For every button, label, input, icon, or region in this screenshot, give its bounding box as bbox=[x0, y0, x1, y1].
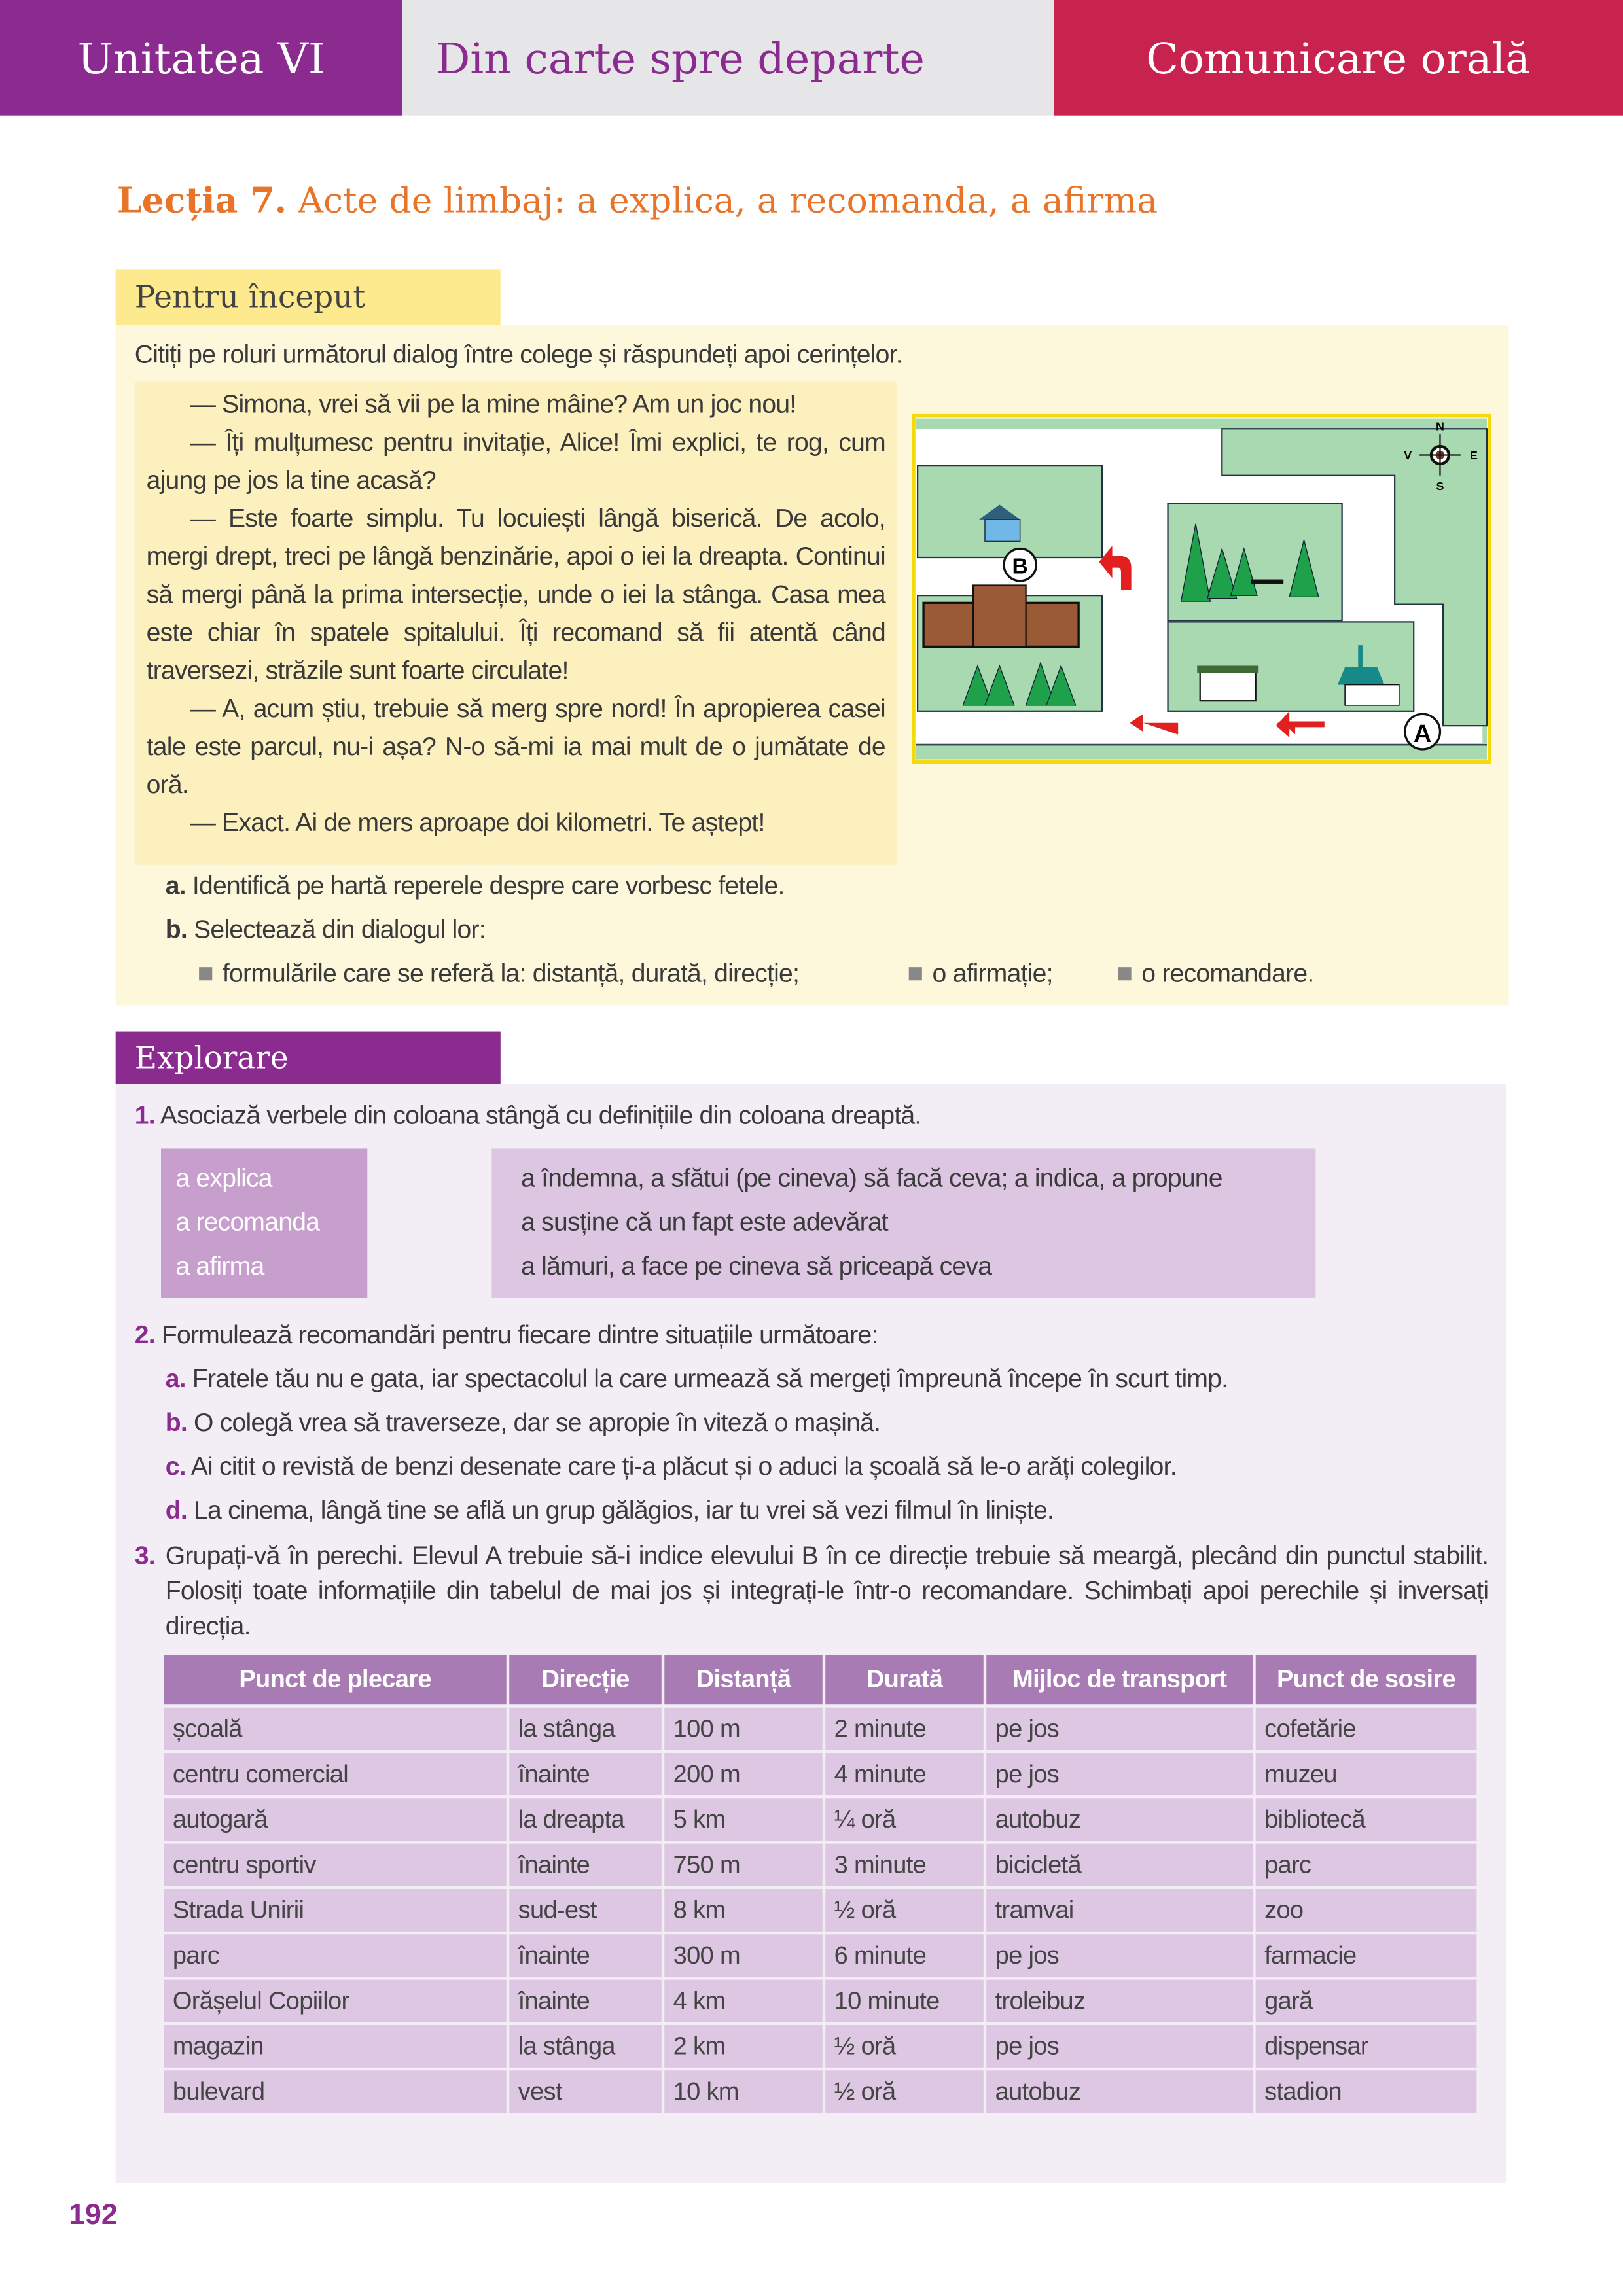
verbs-box bbox=[161, 1148, 367, 1298]
verb-item: a explica bbox=[175, 1163, 272, 1193]
definition-item: a susține că un fapt este adevărat bbox=[521, 1207, 888, 1237]
column-header: Punct de sosire bbox=[1256, 1655, 1477, 1704]
table-cell: 8 km bbox=[664, 1889, 823, 1932]
intro-instruction: Citiți pe roluri următorul dialog între colege și răspundeți apoi cerințelor. bbox=[134, 339, 902, 369]
column-header: Direcție bbox=[509, 1655, 662, 1704]
table-cell: înainte bbox=[509, 1980, 662, 2022]
table-cell: pe jos bbox=[986, 2025, 1253, 2068]
section-text: Comunicare orală bbox=[1146, 33, 1531, 83]
gas-station-icon bbox=[1197, 665, 1258, 701]
bullet-icon bbox=[1118, 967, 1131, 980]
definitions-box bbox=[491, 1148, 1315, 1298]
chapter-text: Din carte spre departe bbox=[436, 33, 925, 83]
table-cell: muzeu bbox=[1256, 1753, 1477, 1795]
table-cell: autogară bbox=[164, 1798, 506, 1841]
table-row bbox=[164, 2070, 1476, 2113]
table-cell: centru comercial bbox=[164, 1753, 506, 1795]
dialogue-line: — Exact. Ai de mers aproape doi kilometri. Te aștept! bbox=[190, 807, 765, 838]
page-number: 192 bbox=[69, 2199, 118, 2232]
table-cell: 200 m bbox=[664, 1753, 823, 1795]
table-cell: ½ oră bbox=[825, 1889, 984, 1932]
table-cell: vest bbox=[509, 2070, 662, 2113]
table-header-row bbox=[164, 1655, 1476, 1704]
bullet-text: o afirmație; bbox=[932, 958, 1053, 988]
table-cell: 750 m bbox=[664, 1844, 823, 1886]
table-cell: ½ oră bbox=[825, 2070, 984, 2113]
table-cell: la dreapta bbox=[509, 1798, 662, 1841]
table-row bbox=[164, 2025, 1476, 2068]
task-a bbox=[166, 871, 785, 902]
task-b-bullet bbox=[1118, 959, 1313, 989]
unit-text: Unitatea VI bbox=[77, 33, 325, 83]
table-cell: magazin bbox=[164, 2025, 506, 2068]
table-cell: înainte bbox=[509, 1753, 662, 1795]
table-row bbox=[164, 1753, 1476, 1795]
intro-tab-text: Pentru început bbox=[134, 279, 366, 315]
q2-text: Formulează recomandări pentru fiecare dintre situațiile următoare: bbox=[161, 1320, 878, 1349]
bullet-icon bbox=[909, 967, 922, 980]
task-b-bullet bbox=[199, 959, 799, 989]
dialogue-line: — Îți mulțumesc pentru invitație, Alice! Îmi explici, te rog, cum ajung pe jos la tine acasă? bbox=[146, 427, 885, 495]
map-illustration bbox=[912, 414, 1491, 764]
table-cell: 100 m bbox=[664, 1708, 823, 1750]
q1-number: 1. bbox=[134, 1100, 155, 1130]
table-cell: parc bbox=[1256, 1844, 1477, 1886]
table-cell: bibliotecă bbox=[1256, 1798, 1477, 1841]
q2-item-label: a. bbox=[165, 1364, 186, 1393]
q2-number: 2. bbox=[134, 1320, 155, 1349]
q2-item-text: La cinema, lângă tine se află un grup gălăgios, iar tu vrei să vezi filmul în liniște. bbox=[194, 1495, 1054, 1525]
table-cell: înainte bbox=[509, 1844, 662, 1886]
lesson-title bbox=[117, 179, 1158, 221]
table-row bbox=[164, 1844, 1476, 1886]
table-cell: gară bbox=[1256, 1980, 1477, 2022]
table-cell: bicicletă bbox=[986, 1844, 1253, 1886]
table-cell: autobuz bbox=[986, 2070, 1253, 2113]
explore-tab-text: Explorare bbox=[134, 1040, 289, 1076]
lesson-title-text: Acte de limbaj: a explica, a recomanda, a afirma bbox=[298, 180, 1158, 221]
definition-item: a îndemna, a sfătui (pe cineva) să facă ceva; a indica, a propune bbox=[521, 1163, 1222, 1193]
table-cell: centru sportiv bbox=[164, 1844, 506, 1886]
q2-item-label: b. bbox=[165, 1407, 187, 1437]
q2-item bbox=[166, 1407, 881, 1438]
q2-item-text: Fratele tău nu e gata, iar spectacolul la care urmează să mergeți împreună începe în scurt timp. bbox=[192, 1364, 1228, 1393]
table-cell: 3 minute bbox=[825, 1844, 984, 1886]
bullet-text: formulările care se referă la: distanță, durată, direcție; bbox=[222, 958, 800, 988]
verb-item: a recomanda bbox=[175, 1207, 320, 1237]
compass-s: S bbox=[1436, 480, 1444, 493]
directions-table bbox=[161, 1652, 1480, 2116]
table-cell: bulevard bbox=[164, 2070, 506, 2113]
table-cell: zoo bbox=[1256, 1889, 1477, 1932]
table-cell: troleibuz bbox=[986, 1980, 1253, 2022]
table-cell: înainte bbox=[509, 1934, 662, 1977]
table-cell: pe jos bbox=[986, 1708, 1253, 1750]
table-cell: Strada Unirii bbox=[164, 1889, 506, 1932]
dialogue-line: — A, acum știu, trebuie să merg spre nord! În apropierea casei tale este parcul, nu-i așa? N-o să-mi ia mai mult de o jumătate de oră. bbox=[146, 693, 885, 799]
dialogue-line: — Simona, vrei să vii pe la mine mâine? Am un joc nou! bbox=[190, 389, 796, 419]
table-cell: școală bbox=[164, 1708, 506, 1750]
table-cell: cofetărie bbox=[1256, 1708, 1477, 1750]
compass-e: E bbox=[1469, 449, 1478, 463]
column-header: Mijloc de transport bbox=[986, 1655, 1253, 1704]
table-row bbox=[164, 1934, 1476, 1977]
q3-number: 3. bbox=[134, 1540, 155, 1570]
q2-item bbox=[166, 1495, 1054, 1526]
unit-label bbox=[0, 0, 402, 116]
question-1 bbox=[135, 1101, 921, 1131]
table-cell: 2 minute bbox=[825, 1708, 984, 1750]
bullet-text: o recomandare. bbox=[1141, 958, 1314, 988]
column-header: Durată bbox=[825, 1655, 984, 1704]
table-cell: 300 m bbox=[664, 1934, 823, 1977]
q2-item-label: c. bbox=[165, 1451, 186, 1481]
question-3 bbox=[135, 1538, 1489, 1643]
verb-item: a afirma bbox=[175, 1250, 264, 1280]
compass-v: V bbox=[1404, 449, 1412, 463]
table-row bbox=[164, 1980, 1476, 2022]
dialogue-box bbox=[135, 382, 897, 865]
definition-item: a lămuri, a face pe cineva să priceapă ceva bbox=[521, 1250, 992, 1280]
table-cell: 6 minute bbox=[825, 1934, 984, 1977]
q1-text: Asociază verbele din coloana stângă cu definițiile din coloana dreaptă. bbox=[160, 1100, 921, 1130]
question-2 bbox=[135, 1320, 878, 1351]
table-cell: la stânga bbox=[509, 2025, 662, 2068]
table-cell: Orășelul Copiilor bbox=[164, 1980, 506, 2022]
table-cell: la stânga bbox=[509, 1708, 662, 1750]
table-cell: pe jos bbox=[986, 1934, 1253, 1977]
point-a-label: A bbox=[1413, 720, 1432, 748]
table-cell: ¼ oră bbox=[825, 1798, 984, 1841]
table-row bbox=[164, 1798, 1476, 1841]
table-row bbox=[164, 1889, 1476, 1932]
q3-text: Grupați-vă în perechi. Elevul A trebuie să-i indice elevului B în ce direcție trebuie să meargă, plecând din punctul stabilit. Folosiți toate informațiile din tabelul de mai jos și integrați-le într-o recomandare. Schimbați apoi perechile și inversați direcția. bbox=[165, 1540, 1489, 1640]
table-cell: farmacie bbox=[1256, 1934, 1477, 1977]
task-a-label: a. bbox=[165, 870, 186, 900]
table-cell: parc bbox=[164, 1934, 506, 1977]
task-b-text: Selectează din dialogul lor: bbox=[194, 914, 486, 944]
table-cell: 4 km bbox=[664, 1980, 823, 2022]
lesson-number: Lecția 7. bbox=[116, 178, 287, 221]
intro-tab bbox=[116, 269, 501, 325]
bullet-icon bbox=[199, 967, 212, 980]
q2-item-text: Ai citit o revistă de benzi desenate care ți-a plăcut și o aduci la școală să le-o arăți colegilor. bbox=[190, 1451, 1177, 1481]
task-b-label: b. bbox=[165, 914, 187, 944]
task-a-text: Identifică pe hartă reperele despre care vorbesc fetele. bbox=[192, 870, 785, 900]
table-cell: sud-est bbox=[509, 1889, 662, 1932]
table-cell: ½ oră bbox=[825, 2025, 984, 2068]
table-cell: 10 minute bbox=[825, 1980, 984, 2022]
column-header: Distanță bbox=[664, 1655, 823, 1704]
q2-item bbox=[166, 1364, 1228, 1394]
picnic-table-icon bbox=[1251, 580, 1283, 584]
task-b bbox=[166, 915, 486, 945]
table-cell: autobuz bbox=[986, 1798, 1253, 1841]
column-header: Punct de plecare bbox=[164, 1655, 506, 1704]
table-cell: dispensar bbox=[1256, 2025, 1477, 2068]
point-b-label: B bbox=[1012, 554, 1028, 579]
q2-item bbox=[166, 1451, 1177, 1482]
chapter-label bbox=[402, 0, 1054, 116]
table-row bbox=[164, 1708, 1476, 1750]
dialogue-line: — Este foarte simplu. Tu locuiești lângă biserică. De acolo, mergi drept, treci pe lângă benzinărie, apoi o iei la dreapta. Continui să mergi până la prima intersecție, unde o iei la stânga. Casa mea este chiar în spatele spitalului. Îți recomand să fii atentă când traversezi, străzile sunt foarte circulate! bbox=[146, 503, 885, 685]
task-b-bullet bbox=[909, 959, 1053, 989]
q2-item-text: O colegă vrea să traverseze, dar se apropie în viteză o mașină. bbox=[194, 1407, 881, 1437]
q2-item-label: d. bbox=[165, 1495, 187, 1525]
table-cell: pe jos bbox=[986, 1753, 1253, 1795]
table-cell: tramvai bbox=[986, 1889, 1253, 1932]
section-label bbox=[1054, 0, 1623, 116]
table-cell: 10 km bbox=[664, 2070, 823, 2113]
table-cell: 2 km bbox=[664, 2025, 823, 2068]
explore-tab bbox=[116, 1032, 501, 1085]
table-cell: 5 km bbox=[664, 1798, 823, 1841]
table-cell: stadion bbox=[1256, 2070, 1477, 2113]
table-cell: 4 minute bbox=[825, 1753, 984, 1795]
compass-n: N bbox=[1436, 419, 1444, 433]
